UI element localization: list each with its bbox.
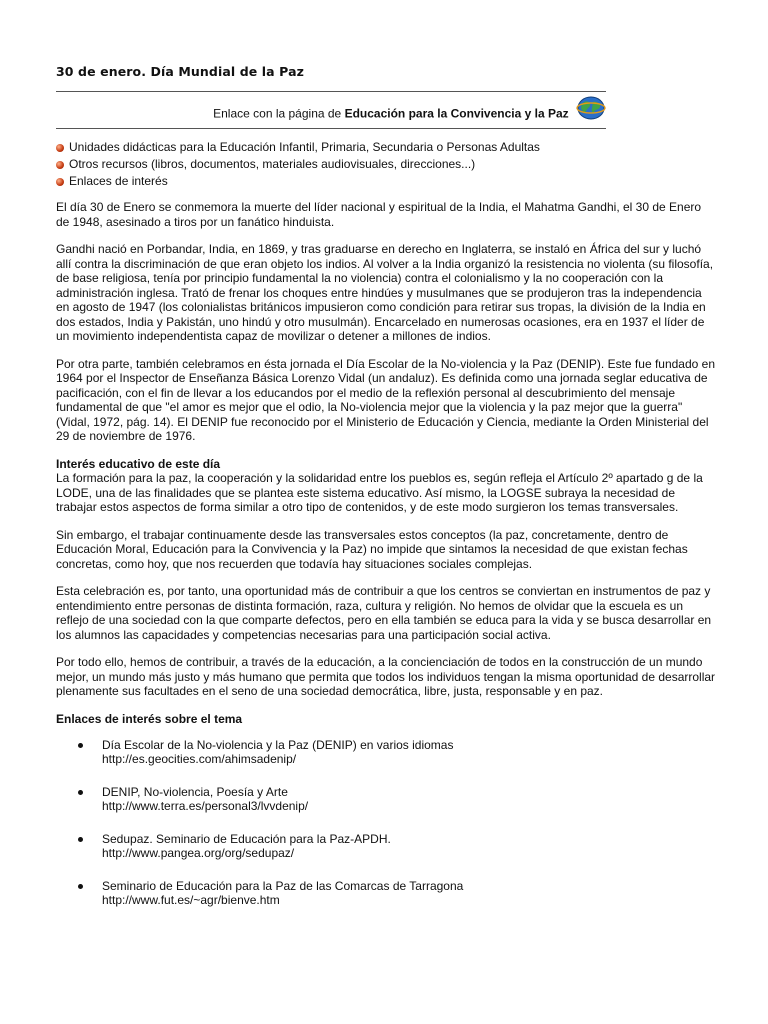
paragraph-celebracion: Esta celebración es, por tanto, una oportunidad más de contribuir a que los centros se conviertan en instrumentos de paz y entendimiento entre personas de distinta formación, raza, cultura y religión. No hemos de olvidar que la escuela es un reflejo de una sociedad con la que comparte defectos, pero en ella también se educa para la vida y se busca desarrollar en los alumnos las capacidades y competencias necesarias para una participación social activa.: [56, 584, 712, 642]
link-title: Seminario de Educación para la Paz de las Comarcas de Tarragona: [102, 878, 464, 893]
link-url[interactable]: http://www.pangea.org/org/sedupaz/: [102, 846, 295, 860]
page-title: 30 de enero. Día Mundial de la Paz: [56, 64, 305, 79]
link-title: Día Escolar de la No-violencia y la Paz (DENIP) en varios idiomas: [102, 737, 454, 752]
link-url[interactable]: http://es.geocities.com/ahimsadenip/: [102, 752, 297, 766]
paragraph-intro: El día 30 de Enero se conmemora la muerte del líder nacional y espiritual de la India, el Mahatma Gandhi, el 30 de Enero de 1948, asesinado a tiros por un fanático hinduista.: [56, 200, 702, 229]
link-title: DENIP, No-violencia, Poesía y Arte: [102, 784, 288, 799]
paragraph-gandhi: Gandhi nació en Porbandar, India, en 1869, y tras graduarse en derecho en Inglaterra, se instaló en África del sur y luchó allí contra la discriminación de que eran objeto los indios. Al volver a la India organizó la resistencia no violenta (su filosofía, de base religiosa, tenía por principio fundamental la no violencia) contra el colonialismo y la no cooperación con la administración inglesa. Trató de frenar los choques entre hindúes y musulmanes que se produjeron tras la independencia en agosto de 1947 (los colonialistas británicos impusieron como condición para retirar sus tropas, la división de la India en dos estados, India y Pakistán, uno hindú y otro musulmán). Encarcelado en numerosas ocasiones, era en 1937 el líder de un movimiento independentista capaz de movilizar o detener a millones de indios.: [56, 242, 714, 343]
section-interes: [56, 457, 716, 515]
paragraph-conclusion: Por todo ello, hemos de contribuir, a través de la educación, a la concienciación de todos en la construcción de un mundo mejor, un mundo más justo y más humano que permita que todos los individuos tengan la misma oportunidad de desarrollar plenamente sus facultades en el seno de una sociedad democrática, libre, justa, responsable y en paz.: [56, 655, 716, 698]
bullet-icon: [56, 161, 64, 169]
section-menu: [56, 139, 716, 190]
link-url[interactable]: http://www.fut.es/~agr/bienve.htm: [102, 893, 280, 907]
bullet-icon: [78, 884, 83, 889]
list-item: [56, 879, 716, 908]
bullet-icon: [78, 837, 83, 842]
paragraph-denip: Por otra parte, también celebramos en ésta jornada el Día Escolar de la No-violencia y la Paz (DENIP). Este fue fundado en 1964 por el Inspector de Enseñanza Básica Lorenzo Vidal (un andaluz). Es definida como una jornada seglar educativa de pacificación, con el fin de llevar a los educandos por el medio de la reflexión personal al descubrimiento del mensaje fundamental de que "el amor es mejor que el odio, la No-violencia mejor que la violencia y la paz mejor que la guerra" (Vidal, 1972, pág. 14). El DENIP fue reconocido por el Ministerio de Educación y Ciencia, mediante la Orden Ministerial del 29 de noviembre de 1976.: [56, 356, 716, 443]
related-page-link-row: [56, 98, 606, 124]
paragraph-formacion: La formación para la paz, la cooperación y la solidaridad entre los pueblos es, según refleja el Artículo 2º apartado g de la LODE, una de las finalidades que se plantea este sistema educativo. Así mismo, la LOGSE subraya la necesidad de trabajar estos aspectos de forma similar a otro tipo de contenidos, y de este modo surgieron los temas transversales.: [56, 471, 703, 514]
bullet-icon: [78, 790, 83, 795]
list-item: [56, 785, 716, 814]
bullet-icon: [56, 178, 64, 186]
document-page: [56, 64, 716, 926]
menu-item-recursos[interactable]: [56, 156, 716, 173]
section-heading: Interés educativo de este día: [56, 456, 221, 471]
convivencia-paz-link[interactable]: Educación para la Convivencia y la Paz: [344, 106, 569, 121]
menu-item-label[interactable]: Unidades didácticas para la Educación Infantil, Primaria, Secundaria o Personas Adultas: [69, 140, 540, 154]
paragraph-transversales: Sin embargo, el trabajar continuamente desde las transversales estos conceptos (la paz, concretamente, dentro de Educación Moral, Educación para la Convivencia y la Paz) no impide que sintamos la necesidad de que existan fechas concretas, como hoy, que nos recuerden que todavía hay situaciones sociales complejas.: [56, 527, 688, 571]
list-item: [56, 738, 716, 767]
menu-item-label[interactable]: Otros recursos (libros, documentos, materiales audiovisuales, direcciones...): [69, 157, 476, 171]
link-url[interactable]: http://www.terra.es/personal3/lvvdenip/: [102, 799, 309, 813]
menu-item-label[interactable]: Enlaces de interés: [69, 174, 168, 188]
bottom-divider: [56, 128, 606, 129]
link-title: Sedupaz. Seminario de Educación para la Paz-APDH.: [102, 831, 391, 846]
bullet-icon: [56, 144, 64, 152]
menu-item-unidades[interactable]: [56, 139, 716, 156]
links-list: [56, 738, 716, 908]
bullet-icon: [78, 743, 83, 748]
top-divider: [56, 91, 606, 92]
list-item: [56, 832, 716, 861]
link-prefix: Enlace con la página de: [213, 106, 345, 121]
menu-item-enlaces[interactable]: [56, 173, 716, 190]
links-heading: Enlaces de interés sobre el tema: [56, 711, 243, 726]
globe-icon[interactable]: [576, 96, 606, 129]
